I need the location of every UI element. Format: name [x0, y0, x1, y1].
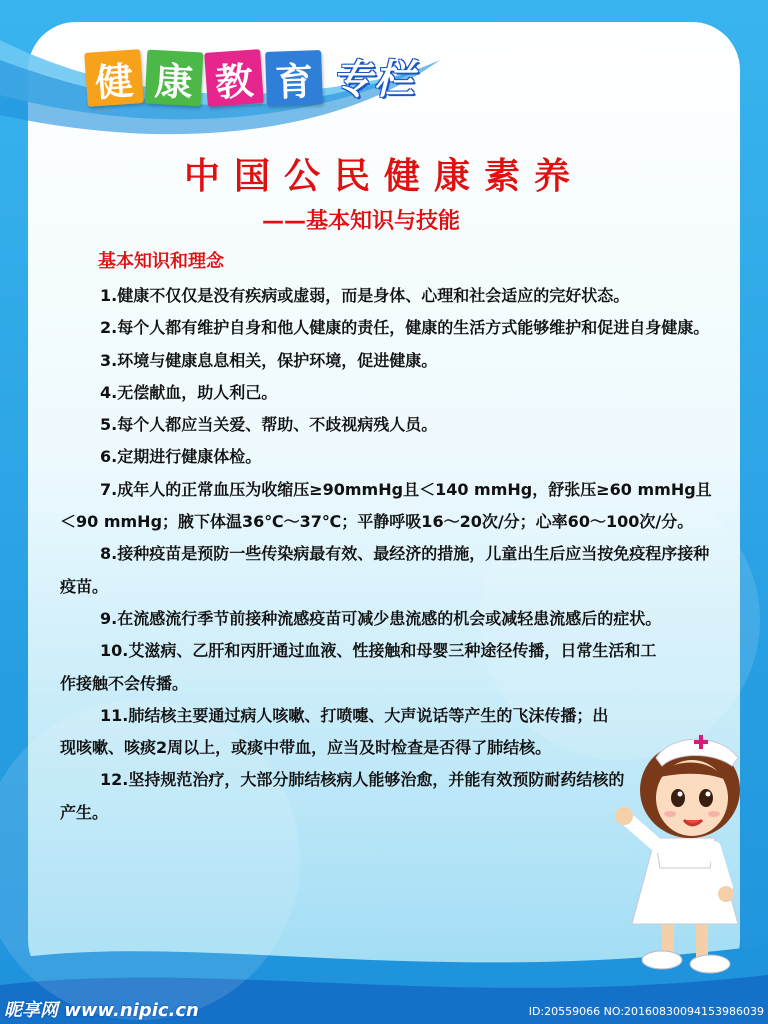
section-heading: 基本知识和理念: [98, 251, 224, 272]
banner-tile: 教: [204, 49, 264, 107]
list-item: 11.肺结核主要通过病人咳嗽、打喷嚏、大声说话等产生的飞沫传播；出现咳嗽、咳痰2周以上，或痰中带血，应当及时检查是否得了肺结核。: [60, 705, 609, 758]
list-item: 9.在流感流行季节前接种流感疫苗可减少患流感的机会或减轻患流感后的症状。: [100, 608, 662, 628]
banner-rest: 专栏: [332, 57, 416, 103]
list-item: 7.成年人的正常血压为收缩压≥90mmHg且＜140 mmHg，舒张压≥60 mmHg且＜90 mmHg；腋下体温36℃～37℃；平静呼吸16～20次/分；心率60～100次/分。: [60, 479, 712, 532]
list-item: 12.坚持规范治疗，大部分肺结核病人能够治愈，并能有效预防耐药结核的产生。: [60, 770, 625, 822]
list-item: 8.接种疫苗是预防一些传染病最有效、最经济的措施，儿童出生后应当按免疫程序接种疫苗。: [60, 544, 710, 596]
watermark-id: ID:20559066 NO:20160830094153986039: [528, 1005, 764, 1018]
list-item: 10.艾滋病、乙肝和丙肝通过血液、性接触和母婴三种途径传播，日常生活和工作接触不会传播。: [60, 641, 657, 693]
banner-tile: 健: [84, 49, 144, 107]
list-item: 3.环境与健康息息相关，保护环境，促进健康。: [100, 350, 438, 370]
list-item: 1.健康不仅仅是没有疾病或虚弱，而是身体、心理和社会适应的完好状态。: [100, 286, 630, 305]
page-subtitle: ——基本知识与技能: [262, 209, 461, 234]
watermark-site: 昵享网 www.nipic.cn: [4, 1000, 199, 1021]
list-item: 2.每个人都有维护自身和他人健康的责任，健康的生活方式能够维护和促进自身健康。: [100, 318, 710, 338]
list-item: 6.定期进行健康体检。: [100, 447, 262, 467]
column-banner: [86, 48, 416, 105]
list-item: 4.无偿献血，助人利己。: [100, 382, 278, 402]
list-item: 5.每个人都应当关爱、帮助、不歧视病残人员。: [100, 415, 438, 435]
page-title: 中国公民健康素养: [183, 156, 584, 197]
banner-tile: 育: [265, 50, 323, 106]
banner-tile: 康: [145, 50, 204, 107]
nurse-illustration: [610, 728, 768, 978]
